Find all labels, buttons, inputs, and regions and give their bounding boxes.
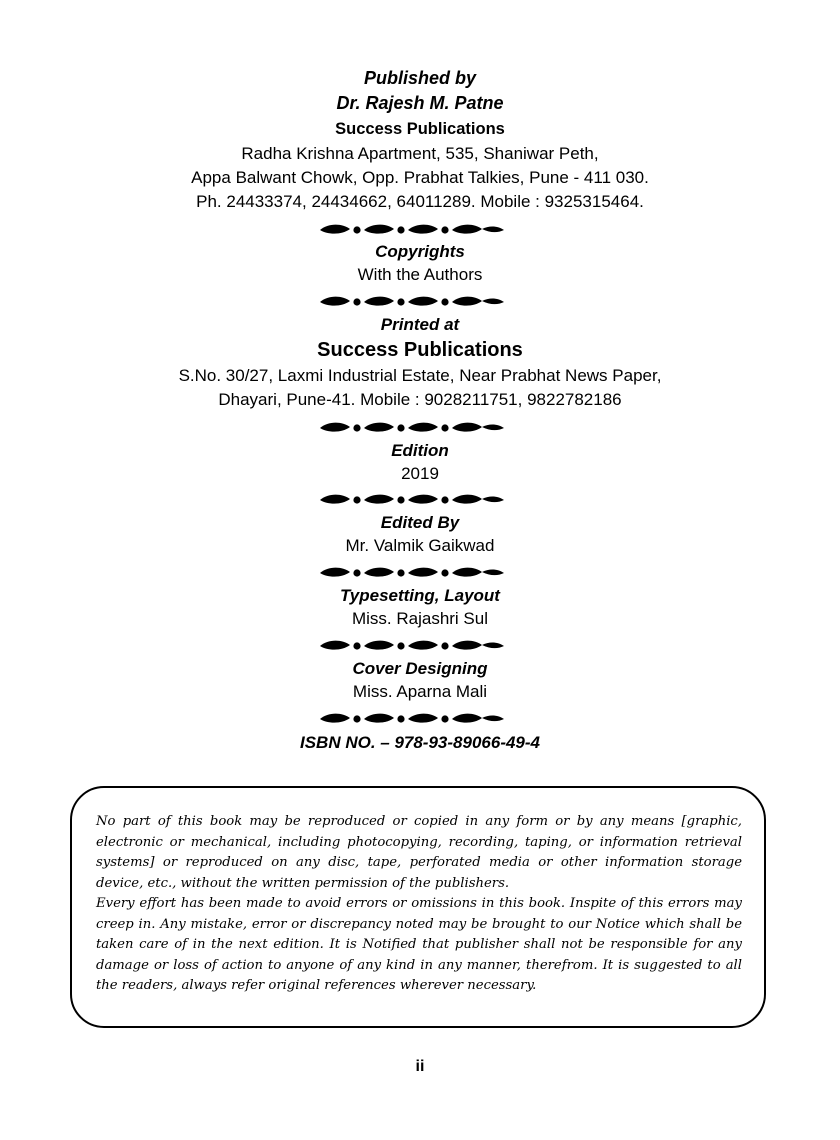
cover-heading: Cover Designing [352, 659, 488, 678]
isbn: ISBN NO. – 978-93-89066-49-4 [299, 733, 541, 752]
copyrights-value: With the Authors [357, 265, 483, 284]
printer-company: Success Publications [317, 339, 523, 361]
cover-section [0, 657, 840, 704]
printer-address-line1: S.No. 30/27, Laxmi Industrial Estate, Near Prabhat News Paper, [178, 366, 662, 385]
publisher-section [0, 66, 840, 214]
edition-section [0, 439, 840, 486]
decorative-divider-icon [320, 224, 504, 236]
decorative-divider-icon [320, 422, 504, 434]
notice-paragraph-1: No part of this book may be reproduced or copied in any form or by any means [graphic, electronic or mechanical, including photocopying, recording, taping, or information retrieval systems] or reproduced on any disc, tape, perforated media or other information storage device, etc., without the written permission of the publishers. [96, 814, 742, 891]
typesetting-section [0, 584, 840, 631]
edited-by-heading: Edited By [380, 513, 460, 532]
typesetting-heading: Typesetting, Layout [340, 586, 500, 605]
publisher-address-line1: Radha Krishna Apartment, 535, Shaniwar Peth, [241, 144, 599, 163]
publisher-name: Dr. Rajesh M. Patne [336, 93, 504, 113]
printer-section [0, 313, 840, 412]
decorative-divider-icon [320, 640, 504, 652]
decorative-divider-icon [320, 567, 504, 579]
decorative-divider-icon [320, 713, 504, 725]
publisher-phone: Ph. 24433374, 24434662, 64011289. Mobile : 9325315464. [196, 192, 644, 211]
cover-value: Miss. Aparna Mali [352, 682, 488, 701]
edition-value: 2019 [401, 464, 439, 483]
publisher-company: Success Publications [335, 120, 505, 138]
copyrights-section [0, 240, 840, 287]
copyright-notice-box [70, 786, 766, 1028]
decorative-divider-icon [320, 296, 504, 308]
typesetting-value: Miss. Rajashri Sul [351, 609, 489, 628]
printer-address-line2: Dhayari, Pune-41. Mobile : 9028211751, 9822782186 [218, 390, 622, 409]
decorative-divider-icon [320, 494, 504, 506]
edited-by-section [0, 511, 840, 558]
copyrights-heading: Copyrights [375, 242, 465, 261]
edition-heading: Edition [391, 441, 449, 460]
notice-paragraph-2: Every effort has been made to avoid errors or omissions in this book. Inspite of this errors may creep in. Any mistake, error or discrepancy noted may be brought to our Notice which shall be taken care of in the next edition. It is Notified that publisher shall not be responsible for any damage or loss of action to anyone of any kind in any manner, therefrom. It is suggested to all the readers, always refer original references wherever necessary. [96, 896, 742, 993]
edited-by-value: Mr. Valmik Gaikwad [345, 536, 495, 555]
published-by-heading: Published by [363, 68, 477, 88]
publisher-address-line2: Appa Balwant Chowk, Opp. Prabhat Talkies, Pune - 411 030. [191, 168, 649, 187]
page-number: ii [415, 1058, 425, 1075]
printed-at-heading: Printed at [380, 315, 460, 334]
